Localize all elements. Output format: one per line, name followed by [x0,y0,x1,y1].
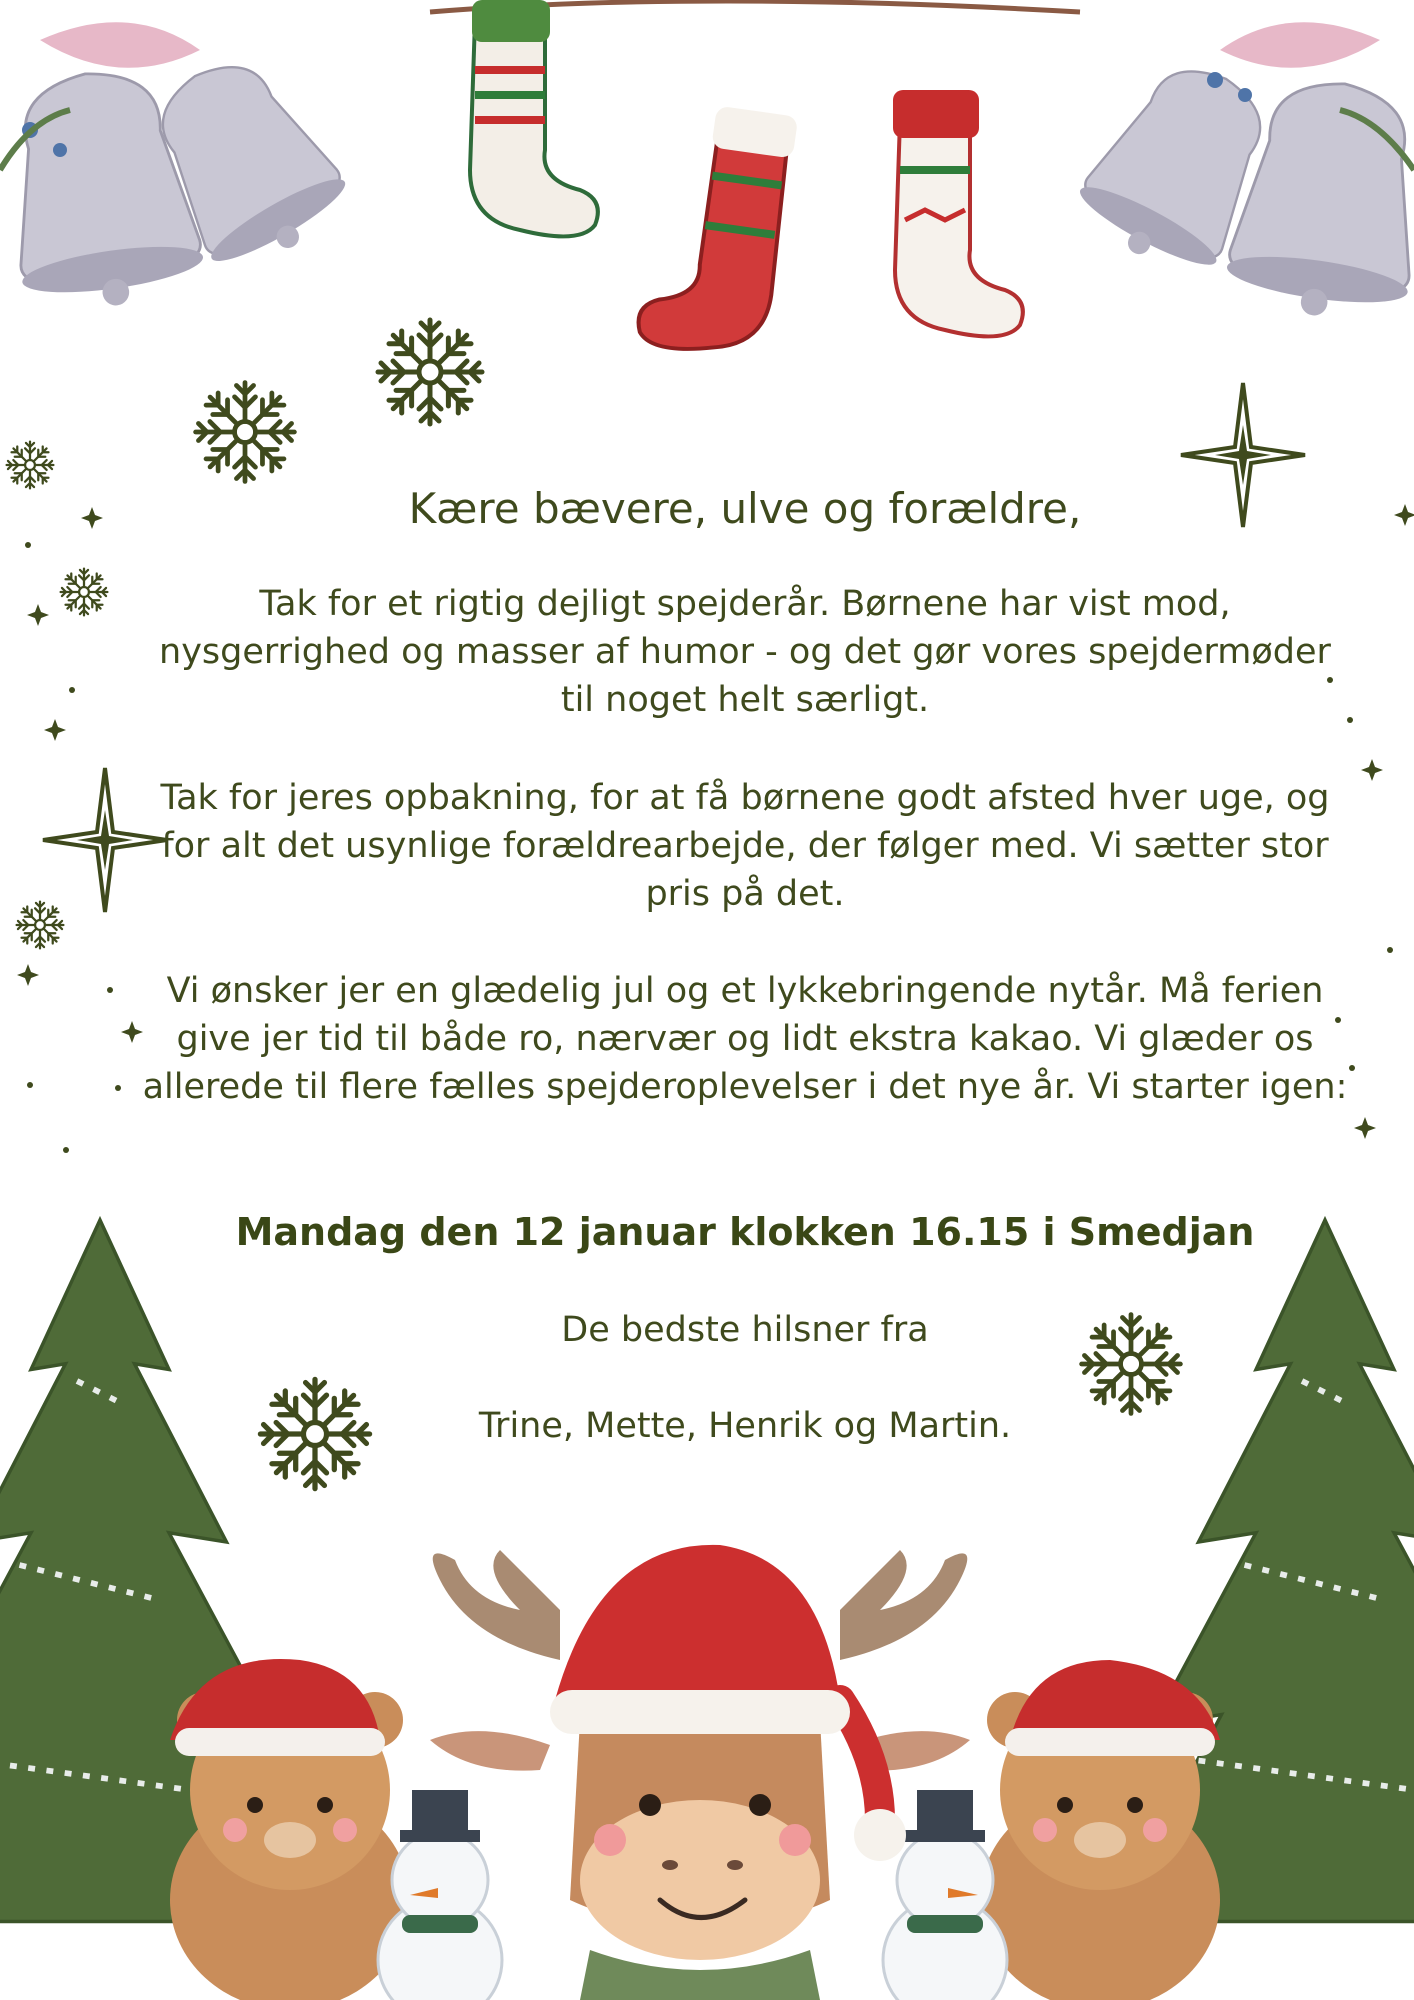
silver-bells-right-illustration [1066,22,1414,328]
letter-paragraph-wishes: Vi ønsker jer en glædelig jul og et lykkebringende nytår. Må ferien give jer tid til både ro, nærvær og lidt ekstra kakao. Vi glæder os allerede til flere fælles spejderoplevelser i det nye år. Vi starter igen: [142,971,1348,1107]
snowflake-icon [7,442,54,489]
snowflake-icon [196,383,295,482]
teddy-bear-left-illustration [170,1659,410,2000]
snowman-left-illustration [378,1790,502,2000]
teddy-bear-right-illustration [980,1660,1220,2000]
snowflake-icon [378,320,482,424]
letter-paragraph-thanks: Tak for et rigtig dejligt spejderår. Børnene har vist mod, nysgerrighed og masser af humor - og det gør vores spejdermøder til noget helt særligt. [159,584,1331,720]
letter-signers: Trine, Mette, Henrik og Martin. [478,1406,1012,1446]
letter-greeting: Kære bævere, ulve og forældre, [408,484,1082,533]
stocking-white-stars-illustration [893,90,1023,336]
event-announcement: Mandag den 12 januar klokken 16.15 i Smedjan [235,1210,1255,1254]
stocking-red-hearts-illustration [635,99,798,361]
snowflake-icon [17,902,64,949]
stocking-green-illustration [470,0,598,236]
silver-bells-left-illustration [0,22,360,318]
snowflake-icon [61,569,108,616]
letter-closing: De bedste hilsner fra [561,1310,929,1350]
letter-paragraph-support: Tak for jeres opbakning, for at få børnene godt afsted hver uge, og for alt det usynlige forældrearbejde, der følger med. Vi sætter stor pris på det. [160,778,1330,914]
